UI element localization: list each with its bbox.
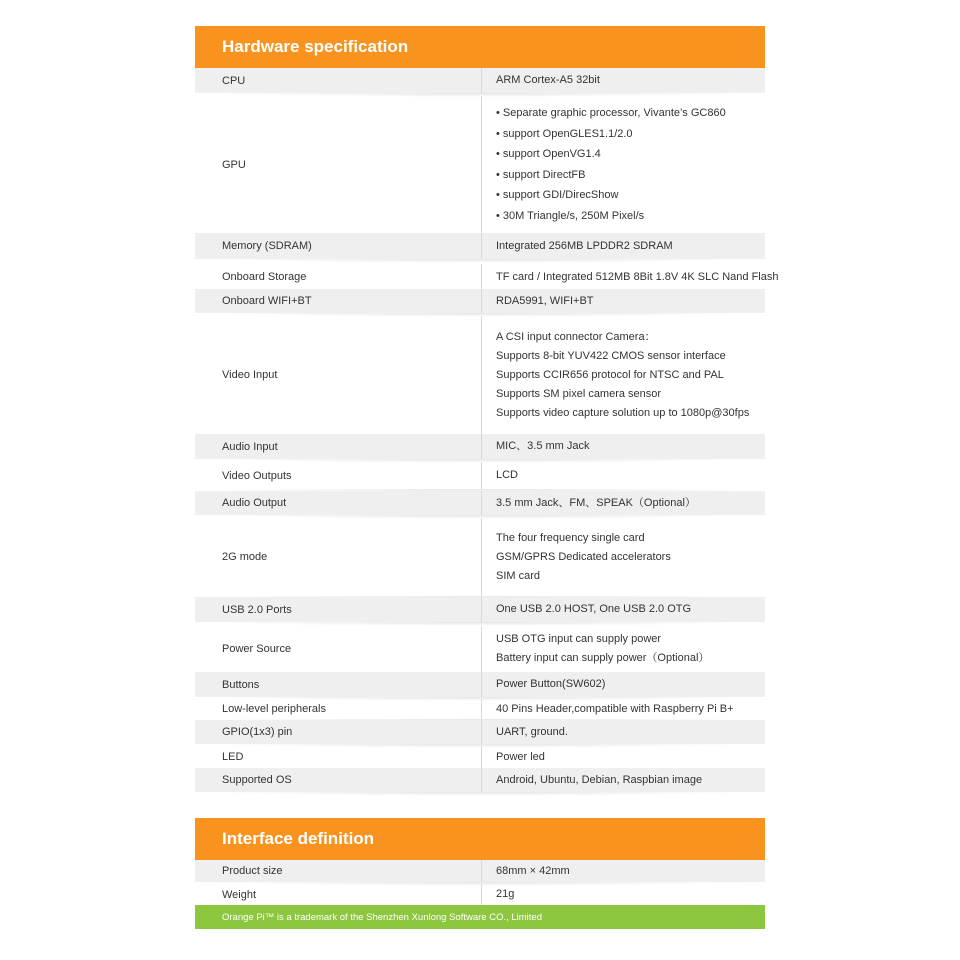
footer-trademark — [195, 905, 765, 929]
spec-label: Weight — [222, 888, 257, 901]
spec-value-line: SIM card — [496, 569, 541, 582]
spec-value — [496, 699, 757, 719]
spec-label: Onboard Storage — [222, 271, 307, 283]
spec-label: CPU — [222, 74, 246, 87]
spec-row — [195, 96, 765, 233]
spec-value — [496, 768, 757, 792]
spec-row — [195, 289, 765, 313]
spec-value — [496, 518, 757, 596]
spec-value-line: Battery input can supply power（Optional） — [496, 652, 710, 664]
column-divider — [481, 68, 482, 93]
spec-label: Power Source — [222, 643, 292, 655]
spec-row — [195, 491, 765, 515]
spec-value — [496, 672, 757, 697]
spec-value-line: TF card / Integrated 512MB 8Bit 1.8V 4K SLC Nand Flash — [496, 270, 779, 283]
spec-value — [496, 884, 757, 905]
spec-value-line: USB OTG input can supply power — [496, 633, 662, 645]
interface-title: Interface definition — [222, 829, 375, 848]
spec-value-line: LCD — [496, 469, 519, 481]
column-divider — [481, 672, 482, 697]
spec-label: Memory (SDRAM) — [222, 240, 312, 252]
spec-row — [195, 672, 765, 697]
spec-value — [496, 746, 757, 768]
spec-row — [195, 884, 765, 905]
spec-row — [195, 860, 765, 882]
column-divider — [481, 96, 482, 233]
spec-row — [195, 626, 765, 672]
spec-label: Video Outputs — [222, 469, 292, 482]
column-divider — [481, 462, 482, 489]
spec-row — [195, 264, 779, 290]
spec-value — [496, 264, 779, 290]
column-divider — [481, 518, 482, 596]
spec-label: Low-level peripherals — [222, 703, 326, 715]
spec-value-line: A CSI input connector Camera： — [496, 330, 656, 343]
spec-value-line: 3.5 mm Jack、FM、SPEAK（Optional） — [496, 496, 696, 509]
spec-row — [195, 699, 765, 719]
column-divider — [481, 720, 482, 744]
spec-value-line: Integrated 256MB LPDDR2 SDRAM — [496, 239, 673, 252]
spec-value-line: GSM/GPRS Dedicated accelerators — [496, 550, 671, 563]
spec-value-line: • support GDI/DirecShow — [496, 189, 619, 201]
spec-row — [195, 462, 765, 489]
spec-label: USB 2.0 Ports — [222, 603, 292, 616]
spec-value-line: Android, Ubuntu, Debian, Raspbian image — [496, 773, 703, 786]
spec-row — [195, 597, 765, 622]
spec-value-line: 21g — [496, 888, 515, 900]
column-divider — [481, 746, 482, 768]
spec-value — [496, 316, 757, 434]
spec-label: Buttons — [222, 678, 260, 691]
spec-row — [195, 746, 765, 768]
spec-value-line: 40 Pins Header,compatible with Raspberry Pi B+ — [496, 702, 734, 715]
interface-banner — [195, 818, 765, 860]
spec-value — [496, 233, 757, 259]
column-divider — [481, 768, 482, 792]
hardware-title: Hardware specification — [222, 37, 409, 56]
spec-value-line: ARM Cortex-A5 32bit — [496, 74, 600, 86]
column-divider — [481, 597, 482, 622]
hardware-banner — [195, 26, 765, 68]
column-divider — [481, 491, 482, 515]
spec-value — [496, 491, 757, 515]
spec-value-line: 68mm × 42mm — [496, 864, 570, 877]
spec-value-line: • support OpenGLES1.1/2.0 — [496, 127, 633, 140]
column-divider — [481, 289, 482, 313]
spec-label: LED — [222, 751, 244, 763]
spec-value-line: • Separate graphic processor, Vivante’s GC860 — [496, 107, 726, 119]
spec-value — [496, 626, 757, 672]
spec-value-line: • 30M Triangle/s, 250M Pixel/s — [496, 209, 645, 222]
spec-label: Onboard WIFI+BT — [222, 295, 312, 307]
column-divider — [481, 860, 482, 882]
footer-text: Orange Pi™ is a trademark of the Shenzhen Xunlong Software CO., Limited — [222, 911, 542, 923]
spec-value-line: Power led — [496, 750, 545, 763]
spec-value-line: • support DirectFB — [496, 168, 586, 181]
spec-value-line: Supports 8-bit YUV422 CMOS sensor interface — [496, 349, 726, 362]
spec-value — [496, 720, 757, 744]
spec-label: Video Input — [222, 369, 278, 381]
spec-value — [496, 860, 757, 882]
spec-row — [195, 434, 765, 459]
spec-row — [195, 768, 765, 792]
column-divider — [481, 434, 482, 459]
column-divider — [481, 233, 482, 259]
spec-value-line: UART, ground. — [496, 725, 568, 738]
spec-label: Product size — [222, 865, 283, 877]
spec-value-line: Supports SM pixel camera sensor — [496, 387, 662, 400]
spec-value — [496, 68, 757, 93]
spec-label: Audio Input — [222, 440, 278, 453]
spec-value — [496, 289, 757, 313]
spec-label: Audio Output — [222, 497, 287, 509]
spec-label: GPU — [222, 158, 246, 171]
spec-label: 2G mode — [222, 551, 268, 563]
spec-value-line: • support OpenVG1.4 — [496, 148, 601, 160]
spec-label: GPIO(1x3) pin — [222, 726, 293, 738]
column-divider — [481, 884, 482, 905]
spec-row — [195, 316, 765, 434]
column-divider — [481, 699, 482, 719]
spec-row — [195, 518, 765, 596]
spec-value — [496, 96, 757, 233]
spec-value-line: RDA5991, WIFI+BT — [496, 294, 594, 307]
spec-value — [496, 597, 757, 622]
spec-value-line: The four frequency single card — [496, 531, 645, 544]
spec-value-line: Supports CCIR656 protocol for NTSC and PAL — [496, 368, 724, 381]
spec-row — [195, 233, 765, 259]
spec-value-line: One USB 2.0 HOST, One USB 2.0 OTG — [496, 603, 692, 615]
spec-value — [496, 462, 757, 489]
spec-value-line: MIC、3.5 mm Jack — [496, 440, 590, 452]
spec-value-line: Power Button(SW602) — [496, 678, 606, 690]
column-divider — [481, 316, 482, 434]
spec-row — [195, 720, 765, 744]
spec-value — [496, 434, 757, 459]
spec-value-line: Supports video capture solution up to 1080p@30fps — [496, 406, 750, 419]
spec-label: Supported OS — [222, 774, 292, 786]
spec-row — [195, 68, 765, 93]
column-divider — [481, 626, 482, 672]
column-divider — [481, 264, 482, 290]
